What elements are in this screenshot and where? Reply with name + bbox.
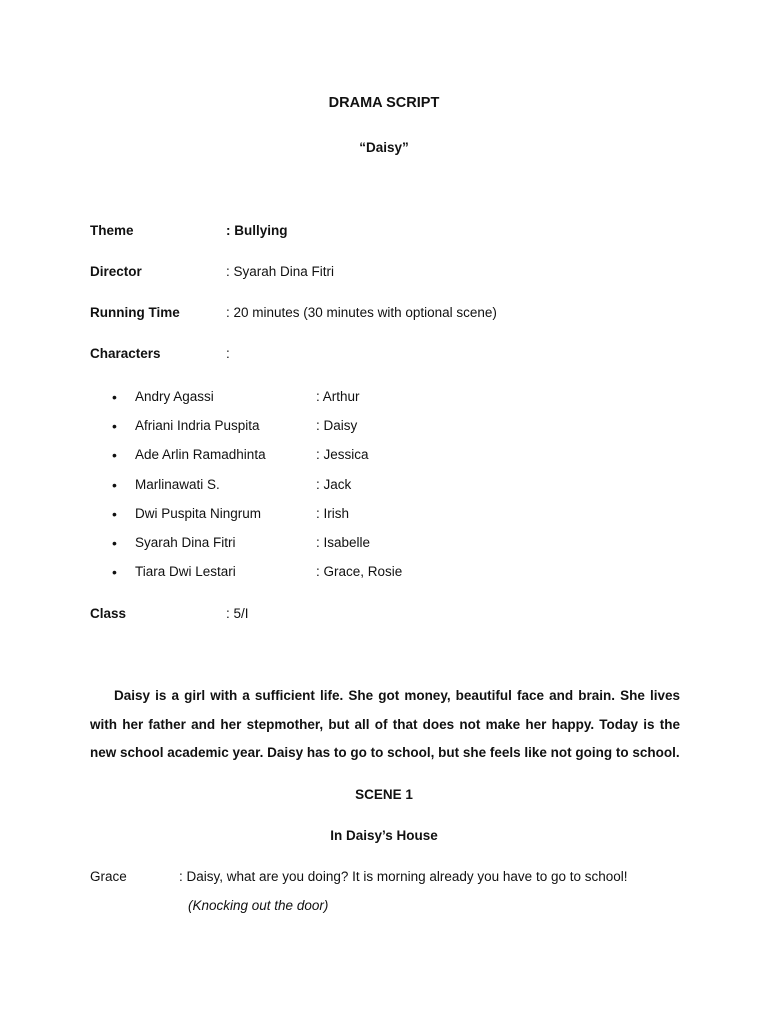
cast-actor: Syarah Dina Fitri bbox=[135, 535, 236, 550]
cast-role: : Isabelle bbox=[316, 535, 371, 550]
cast-actor: Afriani Indria Puspita bbox=[135, 418, 260, 433]
page-title: DRAMA SCRIPT bbox=[328, 95, 440, 111]
bullet-icon: • bbox=[112, 535, 117, 551]
scene-setting: In Daisy’s House bbox=[330, 828, 438, 843]
running-time-label: Running Time bbox=[90, 305, 180, 320]
bullet-icon: • bbox=[112, 564, 117, 580]
cast-role: : Grace, Rosie bbox=[316, 564, 403, 579]
cast-actor: Ade Arlin Ramadhinta bbox=[135, 447, 266, 462]
cast-role: : Irish bbox=[316, 506, 350, 521]
bullet-icon: • bbox=[112, 506, 117, 522]
scene-heading: SCENE 1 bbox=[355, 787, 413, 802]
cast-role: : Daisy bbox=[316, 418, 358, 433]
characters-value: : bbox=[226, 346, 230, 361]
dialogue-speaker: Grace bbox=[90, 869, 127, 884]
cast-actor: Marlinawati S. bbox=[135, 477, 220, 492]
script-subtitle: “Daisy” bbox=[359, 140, 409, 155]
class-value: : 5/I bbox=[226, 606, 249, 621]
bullet-icon: • bbox=[112, 477, 117, 493]
cast-actor: Andry Agassi bbox=[135, 389, 214, 404]
cast-actor: Dwi Puspita Ningrum bbox=[135, 506, 262, 521]
bullet-icon: • bbox=[112, 447, 117, 463]
characters-label: Characters bbox=[90, 346, 161, 361]
cast-role: : Jessica bbox=[316, 447, 369, 462]
class-label: Class bbox=[90, 606, 127, 621]
theme-label: Theme bbox=[90, 223, 134, 238]
synopsis-paragraph: Daisy is a girl with a sufficient life. She got money, beautiful face and brain. She lives with her father and her stepmother, but all of that does not make her happy. Today is the new school academic year. Daisy has to go to school, but she feels like not going to school. bbox=[90, 688, 680, 760]
stage-direction: (Knocking out the door) bbox=[188, 898, 329, 913]
director-value: : Syarah Dina Fitri bbox=[226, 264, 335, 279]
cast-role: : Jack bbox=[316, 477, 352, 492]
bullet-icon: • bbox=[112, 418, 117, 434]
cast-role: : Arthur bbox=[316, 389, 360, 404]
theme-value: : Bullying bbox=[226, 223, 288, 238]
dialogue-line: : Daisy, what are you doing? It is morning already you have to go to school! bbox=[179, 869, 628, 884]
bullet-icon: • bbox=[112, 389, 117, 405]
running-time-value: : 20 minutes (30 minutes with optional scene) bbox=[226, 305, 497, 320]
cast-actor: Tiara Dwi Lestari bbox=[135, 564, 236, 579]
director-label: Director bbox=[90, 264, 142, 279]
